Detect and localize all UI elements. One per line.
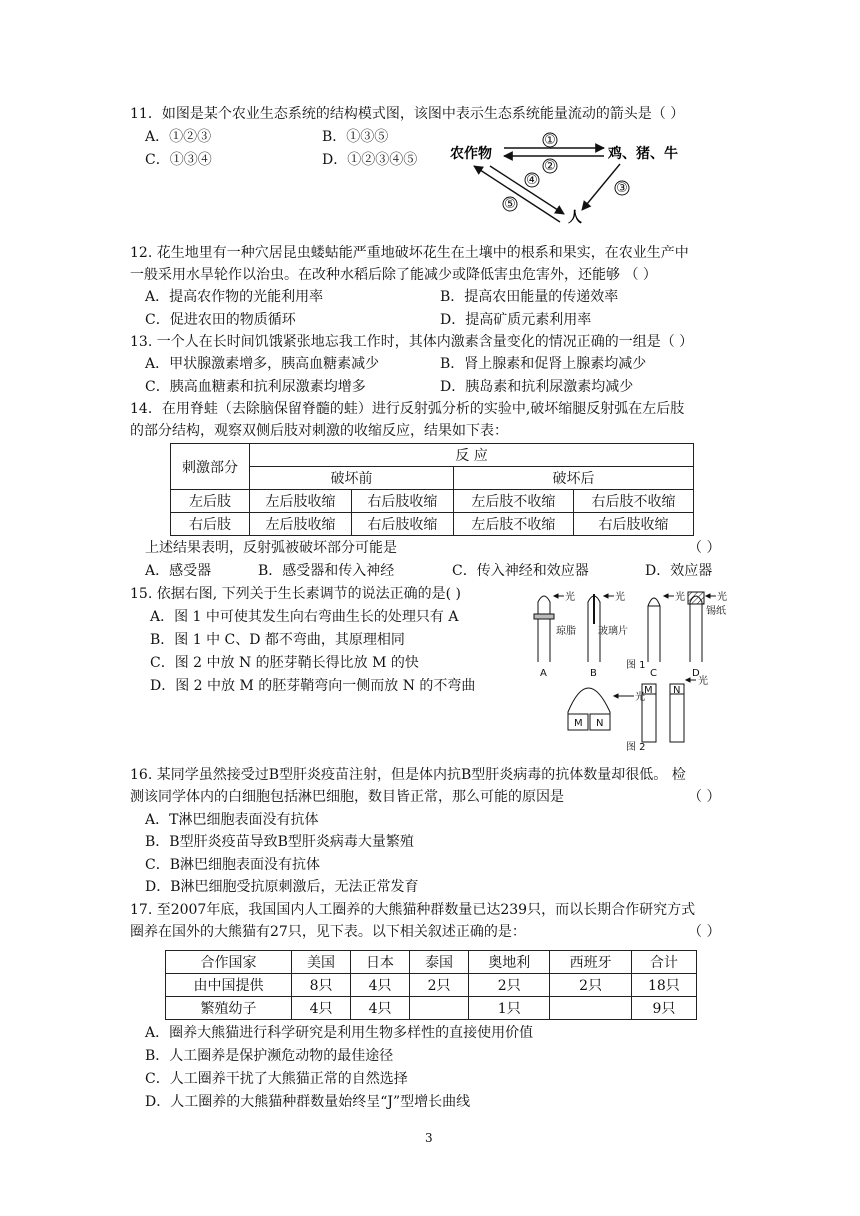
human-label: 人: [568, 210, 582, 226]
q12-option-a: A．提高农作物的光能利用率: [145, 289, 324, 305]
q14-option-c: C．传入神经和效应器: [452, 563, 589, 579]
auxin-figure: [530, 584, 730, 754]
q15-option-b: B．图 1 中 C、D 都不弯曲，其原理相同: [150, 632, 405, 648]
table-header-row: [166, 951, 697, 974]
table-header-cell: 日本: [351, 951, 410, 974]
q16-option-d: D．B淋巴细胞受抗原刺激后，无法正常发育: [145, 879, 419, 895]
foil-cap: [688, 592, 704, 604]
figure-label-d: D: [692, 668, 700, 679]
q12-option-c: C．促进农田的物质循环: [145, 312, 296, 328]
n-label: N: [596, 718, 604, 729]
figure-1-caption: 图 1: [626, 660, 646, 671]
q16-paren: （ ）: [688, 789, 721, 805]
m-label: M: [574, 718, 583, 729]
table-cell: 18只: [631, 974, 696, 997]
arrow-3-label: ③: [616, 181, 628, 196]
q16-option-a: A．T淋巴细胞表面没有抗体: [145, 812, 319, 828]
table-cell: 4只: [292, 997, 351, 1020]
table-row: [166, 974, 697, 997]
q17-option-c: C．人工圈养干扰了大熊猫正常的自然选择: [145, 1071, 408, 1087]
arrow-4-label: ④: [526, 173, 538, 188]
table-cell: 2只: [410, 974, 469, 997]
q15-option-d: D．图 2 中放 M 的胚芽鞘弯向一侧而放 N 的不弯曲: [150, 678, 476, 694]
table-cell: [410, 997, 469, 1020]
glass-label: 玻璃片: [598, 626, 628, 637]
agar-label: 琼脂: [556, 626, 576, 637]
q11-option-a: A．①②③: [145, 129, 212, 145]
coleoptile-c: [648, 606, 660, 662]
q17-option-d: D．人工圈养的大熊猫种群数量始终呈“J”型增长曲线: [145, 1094, 471, 1110]
figure-2-caption: 图 2: [626, 742, 646, 753]
table-cell: 左后肢收缩: [250, 513, 352, 536]
light-label: 光: [717, 592, 727, 603]
q14-conclusion: 上述结果表明，反射弧被破坏部分可能是: [145, 540, 397, 556]
q16-line1: 16. 某同学虽然接受过B型肝炎疫苗注射，但是体内抗B型肝炎病毒的抗体数量却很低。 检: [130, 767, 686, 783]
q14-line2: 的部分结构，观察双侧后肢对刺激的收缩反应，结果如下表：: [130, 423, 508, 439]
m-label: M: [644, 685, 653, 696]
light-label: 光: [565, 592, 575, 603]
arrow-5: [474, 166, 560, 222]
animals-label: 鸡、猪、牛: [608, 146, 678, 162]
arrow-3: [582, 164, 620, 210]
q11-option-d: D．①②③④⑤: [322, 152, 418, 168]
q13-stem: 13. 一个人在长时间饥饿紧张地忘我工作时，其体内激素含量变化的情况正确的一组是（ ）: [130, 334, 694, 350]
table-header-cell: 奥地利: [469, 951, 550, 974]
table-cell: 4只: [351, 974, 410, 997]
q11-option-b: B．①③⑤: [322, 129, 389, 145]
q17-paren: （ ）: [688, 924, 721, 940]
figure-label-a: A: [540, 668, 547, 679]
cut-tip-c: [648, 598, 660, 606]
q11-option-c: C．①③④: [145, 152, 212, 168]
n-label: N: [673, 685, 681, 696]
table-cell: 左后肢: [171, 490, 250, 513]
table-cell: 由中国提供: [166, 974, 292, 997]
coleoptile-a: [538, 596, 550, 662]
crops-label: 农作物: [450, 146, 492, 162]
ecosystem-diagram: [440, 126, 700, 234]
q13-option-d: D．胰岛素和抗利尿激素均减少: [440, 379, 634, 395]
table-header-before: 破坏前: [250, 467, 454, 490]
q12-line1: 12. 花生地里有一种穴居昆虫蝼蛄能严重地破坏花生在土壤中的根系和果实，在农业生产中: [130, 245, 689, 261]
light-label: 光: [675, 592, 685, 603]
foil-label: 锡纸: [706, 606, 726, 617]
page-number: 3: [425, 1131, 433, 1145]
agar-block: [534, 614, 554, 619]
table-header-cell: 美国: [292, 951, 351, 974]
q17-option-a: A．圈养大熊猫进行科学研究是利用生物多样性的直接使用价值: [145, 1025, 534, 1041]
table-cell: 右后肢: [171, 513, 250, 536]
table-row: [171, 513, 694, 536]
q15-stem: 15. 依据右图, 下列关于生长素调节的说法正确的是( ): [130, 586, 461, 602]
table-header-cell: 西班牙: [550, 951, 631, 974]
table-cell: 右后肢不收缩: [573, 490, 693, 513]
table-header-response: 反 应: [250, 444, 694, 467]
table-cell: 8只: [292, 974, 351, 997]
table-cell: 右后肢收缩: [351, 513, 453, 536]
q13-option-b: B．肾上腺素和促肾上腺素均减少: [440, 356, 647, 372]
arrow-1-label: ①: [544, 133, 556, 148]
q14-option-b: B．感受器和传入神经: [258, 563, 395, 579]
light-label: 光: [698, 676, 708, 687]
table-cell: 2只: [469, 974, 550, 997]
q11-stem: 11．如图是某个农业生态系统的结构模式图，该图中表示生态系统能量流动的箭头是（ ）: [130, 106, 685, 122]
table-cell: [550, 997, 631, 1020]
arrow-2-label: ②: [544, 159, 556, 174]
q15-option-a: A．图 1 中可使其发生向右弯曲生长的处理只有 A: [150, 609, 459, 625]
q16-line2: 测该同学体内的白细胞包括淋巴细胞，数目皆正常，那么可能的原因是: [130, 789, 564, 805]
q14-line1: 14．在用脊蛙（去除脑保留脊髓的蛙）进行反射弧分析的实验中,破坏缩腿反射弧在左后肢: [130, 401, 685, 417]
q17-line1: 17. 至2007年底，我国国内人工圈养的大熊猫种群数量已达239只，而以长期合作研究方式: [130, 902, 696, 918]
table-header-part: 刺激部分: [171, 444, 250, 490]
table-header-cell: 合计: [631, 951, 696, 974]
table-cell: 1只: [469, 997, 550, 1020]
table-cell: 右后肢收缩: [351, 490, 453, 513]
q16-option-c: C．B淋巴细胞表面没有抗体: [145, 857, 320, 873]
figure-label-c: C: [650, 668, 657, 679]
table-cell: 右后肢收缩: [573, 513, 693, 536]
table-cell: 2只: [550, 974, 631, 997]
q14-option-a: A．感受器: [145, 563, 212, 579]
q12-line2: 一般采用水旱轮作以治虫。在改种水稻后除了能减少或降低害虫危害外，还能够 （ ）: [130, 267, 657, 283]
q13-option-a: A．甲状腺激素增多，胰高血糖素减少: [145, 356, 380, 372]
light-label: 光: [615, 592, 625, 603]
table-cell: 9只: [631, 997, 696, 1020]
q15-option-c: C．图 2 中放 N 的胚芽鞘长得比放 M 的快: [150, 655, 419, 671]
table-cell: 繁殖幼子: [166, 997, 292, 1020]
table-row: [171, 490, 694, 513]
table-row: [166, 997, 697, 1020]
q12-option-d: D．提高矿质元素利用率: [440, 312, 592, 328]
q13-option-c: C．胰高血糖素和抗利尿激素均增多: [145, 379, 366, 395]
coleoptile-d: [690, 596, 702, 662]
table-cell: 左后肢收缩: [250, 490, 352, 513]
panda-table: [165, 950, 697, 1020]
light-label: 光: [635, 692, 645, 703]
q14-option-d: D．效应器: [645, 563, 713, 579]
q17-option-b: B．人工圈养是保护濒危动物的最佳途径: [145, 1048, 394, 1064]
q16-option-b: B．B型肝炎疫苗导致B型肝炎病毒大量繁殖: [145, 834, 414, 850]
arrow-5-label: ⑤: [504, 197, 516, 212]
figure-label-b: B: [590, 668, 597, 679]
table-header-cell: 泰国: [410, 951, 469, 974]
table-header-cell: 合作国家: [166, 951, 292, 974]
table-header-after: 破坏后: [453, 467, 693, 490]
table-cell: 左后肢不收缩: [453, 490, 573, 513]
table-cell: 左后肢不收缩: [453, 513, 573, 536]
q12-option-b: B．提高农田能量的传递效率: [440, 289, 619, 305]
reflex-table: [170, 443, 694, 536]
q17-line2: 圈养在国外的大熊猫有27只，见下表。以下相关叙述正确的是：: [130, 924, 526, 940]
q14-paren: （ ）: [688, 540, 721, 556]
table-cell: 4只: [351, 997, 410, 1020]
